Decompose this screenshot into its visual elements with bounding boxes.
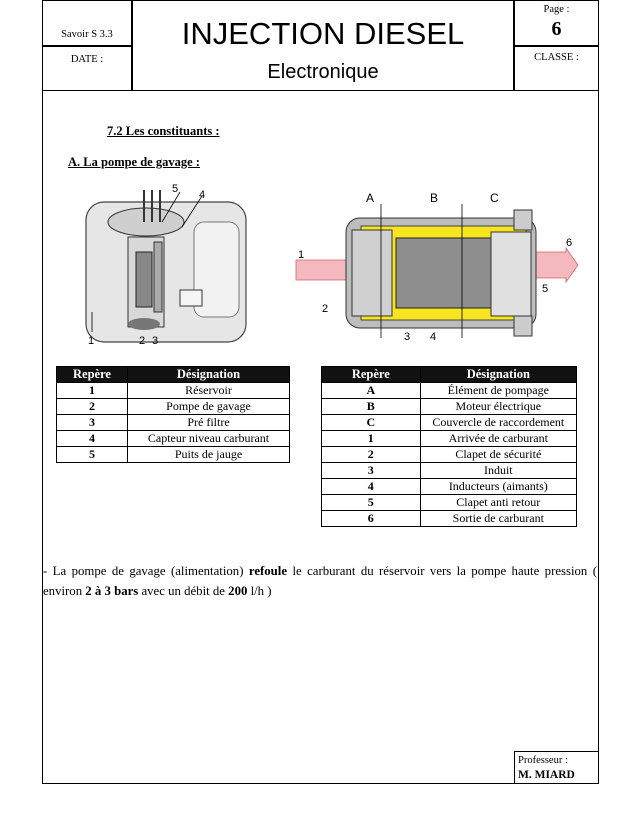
table-row <box>322 431 577 447</box>
table-row <box>57 415 290 431</box>
table-row <box>322 447 577 463</box>
table-cell: 2 <box>57 399 128 415</box>
fig-right-label-2: 2 <box>322 303 329 315</box>
date-cell <box>42 46 132 91</box>
table-cell: Couvercle de raccordement <box>420 415 576 431</box>
table-cell: B <box>322 399 421 415</box>
tank-pump-illustration <box>84 182 249 347</box>
table-cell: 4 <box>57 431 128 447</box>
document-subtitle: Electronique <box>267 61 379 83</box>
page-cell <box>514 0 599 46</box>
fig-right-label-B: B <box>430 191 439 205</box>
table-cell: 3 <box>322 463 421 479</box>
table-cell: 5 <box>57 447 128 463</box>
fig-right-label-1: 1 <box>298 249 305 261</box>
classe-cell <box>514 46 599 91</box>
paragraph-text: - La pompe de gavage (alimentation) <box>43 564 249 578</box>
table-cell: Moteur électrique <box>420 399 576 415</box>
table-header: Désignation <box>420 367 576 383</box>
table-row <box>322 495 577 511</box>
page-number: 6 <box>551 18 562 40</box>
table-cell: Inducteurs (aimants) <box>420 479 576 495</box>
date-label: DATE : <box>70 54 104 65</box>
table-cell: Arrivée de carburant <box>420 431 576 447</box>
table-cell: Pré filtre <box>128 415 290 431</box>
sub-title: A. La pompe de gavage : <box>68 155 200 169</box>
fig-left-label-3: 3 <box>152 335 159 347</box>
table-cell: Clapet de sécurité <box>420 447 576 463</box>
paragraph-bold-text: 2 à 3 bars <box>85 584 139 598</box>
table-row <box>322 415 577 431</box>
table-left-components <box>56 366 290 463</box>
page-label: Page : <box>543 4 570 15</box>
fig-right-label-A: A <box>366 191 375 205</box>
savoir-cell <box>42 0 132 46</box>
table-cell: 2 <box>322 447 421 463</box>
table-cell: 1 <box>57 383 128 399</box>
table-cell: Puits de jauge <box>128 447 290 463</box>
table-cell: 3 <box>57 415 128 431</box>
table-row <box>57 447 290 463</box>
fig-right-label-6: 6 <box>566 237 573 249</box>
table-cell: 4 <box>322 479 421 495</box>
table-row <box>57 431 290 447</box>
paragraph-bold-text: refoule <box>248 564 288 578</box>
fig-left-label-2: 2 <box>139 335 146 347</box>
table-cell: Capteur niveau carburant <box>128 431 290 447</box>
fig-left-label-5: 5 <box>172 183 179 195</box>
table-cell: Pompe de gavage <box>128 399 290 415</box>
paragraph-text: avec un débit de <box>138 584 229 598</box>
table-cell: 6 <box>322 511 421 527</box>
table-row <box>322 479 577 495</box>
paragraph-text: l/h ) <box>247 584 272 598</box>
table-cell: Réservoir <box>128 383 290 399</box>
professor-label: Professeur : <box>518 755 568 766</box>
table-row <box>322 511 577 527</box>
paragraph-bold-text: 200 <box>228 584 248 598</box>
document-title: INJECTION DIESEL <box>181 16 465 51</box>
fig-left-label-1: 1 <box>88 335 95 347</box>
table-row <box>322 463 577 479</box>
table-header: Repère <box>322 367 421 383</box>
fig-right-label-4: 4 <box>430 331 437 343</box>
title-cell <box>132 0 514 91</box>
table-cell: C <box>322 415 421 431</box>
table-cell: 5 <box>322 495 421 511</box>
table-cell: 1 <box>322 431 421 447</box>
professor-name: M. MIARD <box>518 769 575 781</box>
description-paragraph <box>43 561 597 601</box>
fig-right-label-C: C <box>490 191 499 205</box>
table-header: Repère <box>57 367 128 383</box>
savoir-text: Savoir S 3.3 <box>61 29 113 40</box>
table-row <box>322 383 577 399</box>
table-cell: Induit <box>420 463 576 479</box>
table-row <box>57 399 290 415</box>
table-right-components <box>321 366 577 527</box>
classe-label: CLASSE : <box>534 52 579 63</box>
fig-right-label-5: 5 <box>542 283 549 295</box>
professor-box <box>514 751 599 784</box>
fig-right-label-3: 3 <box>404 331 411 343</box>
table-row <box>322 399 577 415</box>
fig-left-label-4: 4 <box>199 189 206 201</box>
section-title: 7.2 Les constituants : <box>107 124 220 138</box>
table-cell: Clapet anti retour <box>420 495 576 511</box>
table-cell: A <box>322 383 421 399</box>
paragraph-text: le carburant du réservoir vers la pompe haute pression ( environ <box>43 564 597 598</box>
table-header: Désignation <box>128 367 290 383</box>
pump-cross-section-illustration <box>286 190 582 350</box>
table-cell: Sortie de carburant <box>420 511 576 527</box>
table-cell: Élément de pompage <box>420 383 576 399</box>
table-row <box>57 383 290 399</box>
